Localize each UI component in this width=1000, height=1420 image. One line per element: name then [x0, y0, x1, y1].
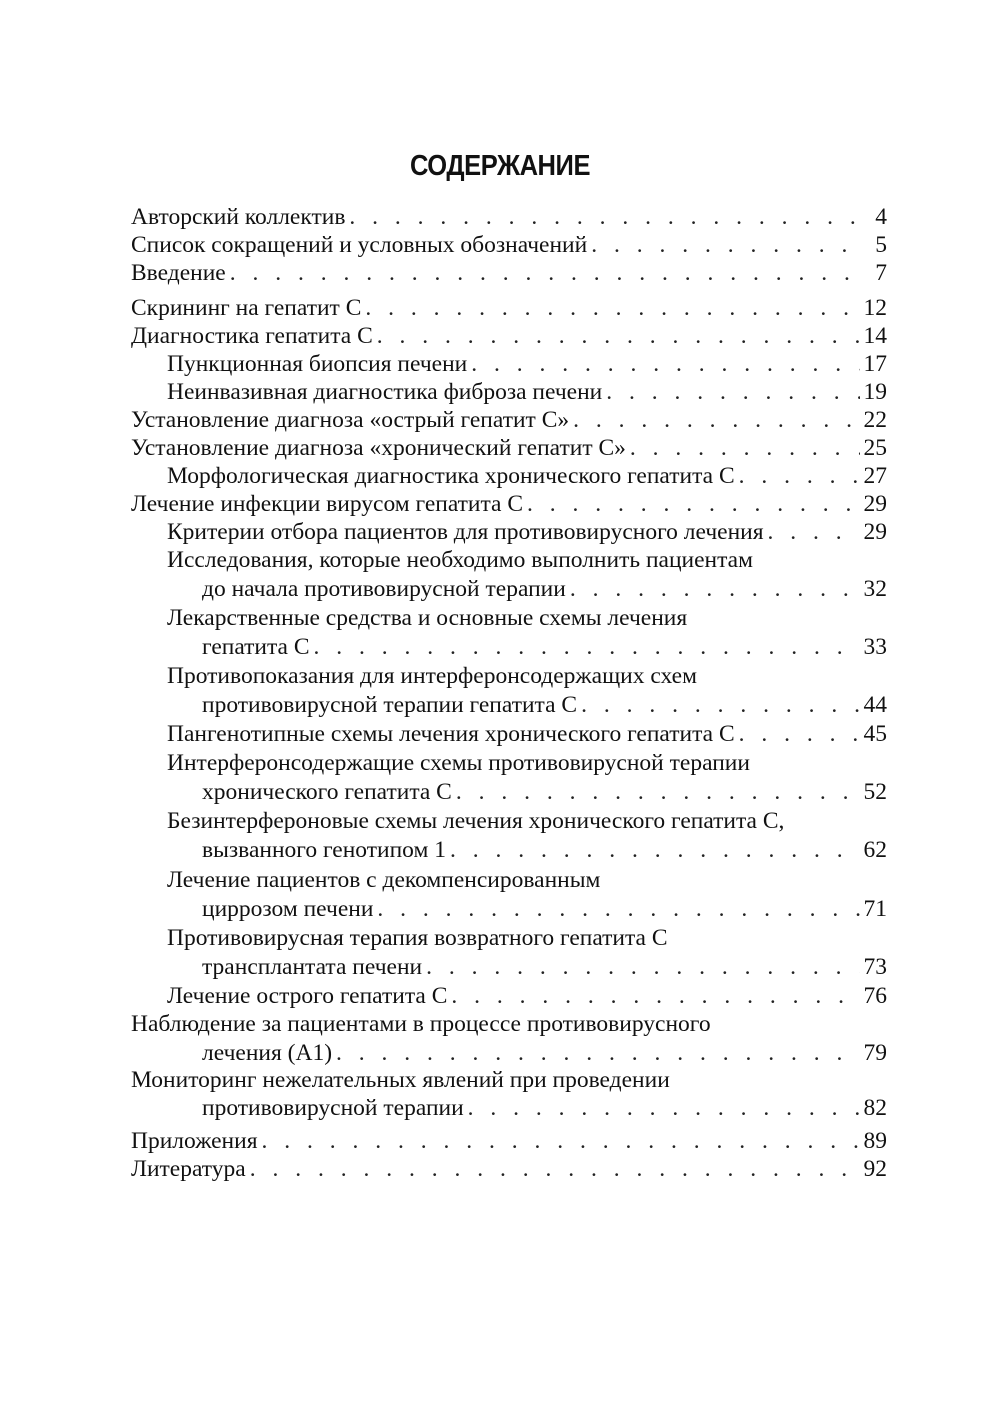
dot-leader [336, 1039, 859, 1068]
toc-subentry[interactable] [131, 691, 887, 720]
toc-entry[interactable] [131, 294, 887, 323]
dot-leader [739, 720, 860, 749]
toc-entry[interactable] [131, 1155, 887, 1184]
toc-subentry[interactable] [131, 953, 887, 982]
dot-leader [606, 378, 859, 407]
toc-entry-text: Пункционная биопсия печени [167, 351, 468, 377]
toc-subentry-line1[interactable]: Лечение пациентов с декомпенсированным [167, 867, 601, 893]
toc-entry-page: 29 [863, 519, 887, 545]
dot-leader [468, 1094, 860, 1123]
toc-entry[interactable] [131, 1127, 887, 1156]
toc-subentry[interactable] [131, 720, 887, 749]
toc-entry-text: Диагностика гепатита С [131, 323, 373, 349]
toc-entry-page: 19 [863, 379, 887, 405]
toc-entry-line1[interactable]: Мониторинг нежелательных явлений при проведении [131, 1067, 670, 1093]
toc-entry-text: циррозом печени [202, 896, 374, 922]
toc-entry-text: Авторский коллектив [131, 204, 346, 230]
toc-entry-page: 89 [863, 1128, 887, 1154]
toc-subentry-line1[interactable]: Интерферонсодержащие схемы противовирусной терапии [167, 750, 750, 776]
toc-entry[interactable] [131, 1094, 887, 1123]
dot-leader [262, 1127, 860, 1156]
toc-subentry[interactable] [131, 895, 887, 924]
dot-leader [426, 953, 859, 982]
toc-entry-text: лечения (А1) [202, 1040, 333, 1066]
toc-entry-page: 71 [863, 896, 887, 922]
toc-entry-page: 4 [875, 204, 887, 230]
toc-entry-text: Установление диагноза «острый гепатит С» [131, 407, 570, 433]
toc-entry-page: 27 [863, 463, 887, 489]
toc-entry-text: Неинвазивная диагностика фиброза печени [167, 379, 603, 405]
dot-leader [450, 836, 860, 865]
dot-leader [573, 406, 859, 435]
toc-subentry[interactable] [131, 836, 887, 865]
toc-entry[interactable] [131, 406, 887, 435]
toc-subentry-line1[interactable]: Безинтерфероновые схемы лечения хронического гепатита С, [167, 808, 785, 834]
toc-subentry-line1[interactable]: Противовирусная терапия возвратного гепатита С [167, 925, 668, 951]
toc-entry-text: Введение [131, 260, 226, 286]
toc-entry-text: гепатита С [202, 634, 310, 660]
toc-entry[interactable] [131, 322, 887, 351]
toc-entry-text: Лечение острого гепатита С [167, 983, 448, 1009]
toc-entry-page: 62 [863, 837, 887, 863]
toc-entry-text: Скрининг на гепатит С [131, 295, 362, 321]
toc-entry-text: вызванного генотипом 1 [202, 837, 446, 863]
dot-leader [365, 294, 859, 323]
toc-entry[interactable] [131, 259, 887, 288]
dot-leader [314, 633, 860, 662]
toc-entry-text: Список сокращений и условных обозначений [131, 232, 588, 258]
dot-leader [451, 982, 859, 1011]
dot-leader [377, 322, 860, 351]
toc-entry[interactable] [131, 434, 887, 463]
dot-leader [377, 895, 859, 924]
toc-entry-text: Установление диагноза «хронический гепатит С» [131, 435, 626, 461]
dot-leader [349, 203, 861, 232]
dot-leader [250, 1155, 860, 1184]
toc-entry-page: 32 [863, 576, 887, 602]
toc-entry-page: 33 [863, 634, 887, 660]
toc-entry-text: до начала противовирусной терапии [202, 576, 566, 602]
toc-entry-page: 25 [863, 435, 887, 461]
toc-entry-text: хронического гепатита С [202, 779, 452, 805]
page-title: СОДЕРЖАНИЕ [409, 150, 591, 182]
toc-entry-page: 73 [863, 954, 887, 980]
toc-subentry[interactable] [131, 462, 887, 491]
toc-entry[interactable] [131, 231, 887, 260]
toc-entry-text: противовирусной терапии гепатита С [202, 692, 578, 718]
toc-entry-page: 52 [863, 779, 887, 805]
toc-subentry-line1[interactable]: Лекарственные средства и основные схемы лечения [167, 605, 688, 631]
toc-entry[interactable] [131, 1039, 887, 1068]
toc-entry-page: 82 [863, 1095, 887, 1121]
toc-entry-text: Приложения [131, 1128, 258, 1154]
toc-entry-text: Пангенотипные схемы лечения хронического гепатита С [167, 721, 735, 747]
toc-subentry[interactable] [131, 633, 887, 662]
toc-entry-text: противовирусной терапии [202, 1095, 464, 1121]
toc-subentry[interactable] [131, 518, 887, 547]
toc-entry-text: Литература [131, 1156, 246, 1182]
dot-leader [630, 434, 860, 463]
toc-entry[interactable] [131, 203, 887, 232]
toc-subentry[interactable] [131, 378, 887, 407]
dot-leader [456, 778, 860, 807]
toc-entry-page: 7 [875, 260, 887, 286]
dot-leader [581, 691, 859, 720]
toc-subentry-line1[interactable]: Исследования, которые необходимо выполнить пациентам [167, 547, 753, 573]
toc-entry-page: 5 [875, 232, 887, 258]
toc-entry[interactable] [131, 490, 887, 519]
toc-entry-text: Морфологическая диагностика хронического гепатита С [167, 463, 735, 489]
dot-leader [471, 350, 859, 379]
toc-entry-text: трансплантата печени [202, 954, 423, 980]
toc-entry-page: 17 [863, 351, 887, 377]
toc-entry-page: 92 [863, 1156, 887, 1182]
dot-leader [739, 462, 860, 491]
toc-entry-page: 12 [863, 295, 887, 321]
toc-entry-page: 22 [863, 407, 887, 433]
toc-subentry-line1[interactable]: Противопоказания для интерферонсодержащих схем [167, 663, 697, 689]
toc-entry-text: Критерии отбора пациентов для противовирусного лечения [167, 519, 764, 545]
toc-subentry[interactable] [131, 575, 887, 604]
toc-entry-page: 79 [863, 1040, 887, 1066]
toc-entry-page: 29 [863, 491, 887, 517]
toc-entry-line1[interactable]: Наблюдение за пациентами в процессе противовирусного [131, 1011, 711, 1037]
toc-entry-page: 45 [863, 721, 887, 747]
dot-leader [768, 518, 860, 547]
dot-leader [591, 231, 861, 260]
toc-subentry[interactable] [131, 350, 887, 379]
toc-subentry[interactable] [131, 778, 887, 807]
dot-leader [527, 490, 859, 519]
dot-leader [570, 575, 860, 604]
toc-entry-text: Лечение инфекции вирусом гепатита С [131, 491, 524, 517]
toc-entry-page: 44 [863, 692, 887, 718]
toc-subentry[interactable] [131, 982, 887, 1011]
toc-entry-page: 76 [863, 983, 887, 1009]
toc-entry-page: 14 [863, 323, 887, 349]
dot-leader [230, 259, 861, 288]
